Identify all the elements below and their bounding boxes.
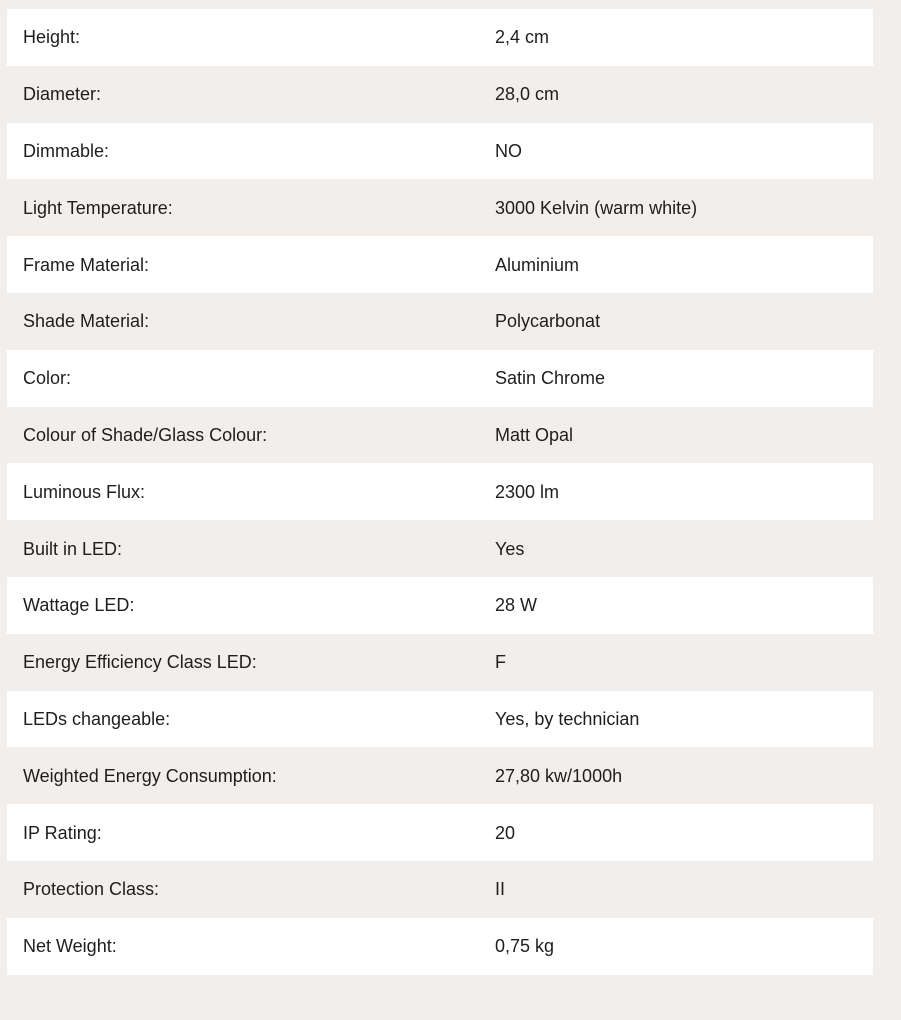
spec-value: F	[495, 652, 506, 673]
spec-row-light-temperature	[7, 179, 873, 236]
spec-value: Aluminium	[495, 254, 580, 275]
spec-value: 28,0 cm	[495, 84, 560, 105]
spec-value: 27,80 kw/1000h	[495, 765, 623, 786]
spec-value: Yes, by technician	[495, 708, 640, 729]
spec-value: 3000 Kelvin (warm white)	[495, 197, 698, 218]
spec-label: Net Weight:	[23, 936, 117, 957]
spec-label: Diameter:	[23, 84, 102, 105]
spec-row-ip-rating	[7, 804, 873, 861]
spec-label: Shade Material:	[23, 311, 150, 332]
spec-row-dimmable	[7, 123, 873, 180]
spec-row-shade-material	[7, 293, 873, 350]
spec-label: Colour of Shade/Glass Colour:	[23, 424, 268, 445]
spec-value: 20	[495, 822, 516, 843]
spec-value: Matt Opal	[495, 424, 574, 445]
spec-value: 28 W	[495, 595, 538, 616]
spec-row-frame-material	[7, 236, 873, 293]
spec-value: Satin Chrome	[495, 368, 606, 389]
spec-row-leds-changeable	[7, 691, 873, 748]
spec-value: 0,75 kg	[495, 936, 555, 957]
spec-value: Yes	[495, 538, 525, 559]
spec-label: Frame Material:	[23, 254, 150, 275]
spec-row-net-weight	[7, 918, 873, 975]
spec-label: Luminous Flux:	[23, 481, 146, 502]
spec-value: NO	[495, 140, 522, 161]
spec-row-built-in-led	[7, 520, 873, 577]
spec-row-energy-class	[7, 634, 873, 691]
spec-row-wattage-led	[7, 577, 873, 634]
spec-label: IP Rating:	[23, 822, 102, 843]
spec-row-energy-consumption	[7, 747, 873, 804]
spec-value: Polycarbonat	[495, 311, 601, 332]
spec-value: 2300 lm	[495, 481, 560, 502]
spec-label: LEDs changeable:	[23, 708, 171, 729]
spec-row-luminous-flux	[7, 463, 873, 520]
spec-value: II	[495, 879, 506, 900]
spec-row-shade-colour	[7, 407, 873, 464]
specifications-table	[7, 9, 873, 975]
spec-label: Energy Efficiency Class LED:	[23, 652, 257, 673]
spec-value: 2,4 cm	[495, 27, 550, 48]
spec-label: Built in LED:	[23, 538, 123, 559]
spec-label: Height:	[23, 27, 81, 48]
spec-row-diameter	[7, 66, 873, 123]
spec-row-height	[7, 9, 873, 66]
spec-row-color	[7, 350, 873, 407]
spec-label: Wattage LED:	[23, 595, 135, 616]
spec-label: Weighted Energy Consumption:	[23, 765, 277, 786]
spec-row-protection-class	[7, 861, 873, 918]
spec-label: Protection Class:	[23, 879, 160, 900]
spec-label: Dimmable:	[23, 140, 110, 161]
spec-label: Color:	[23, 368, 72, 389]
spec-label: Light Temperature:	[23, 197, 173, 218]
